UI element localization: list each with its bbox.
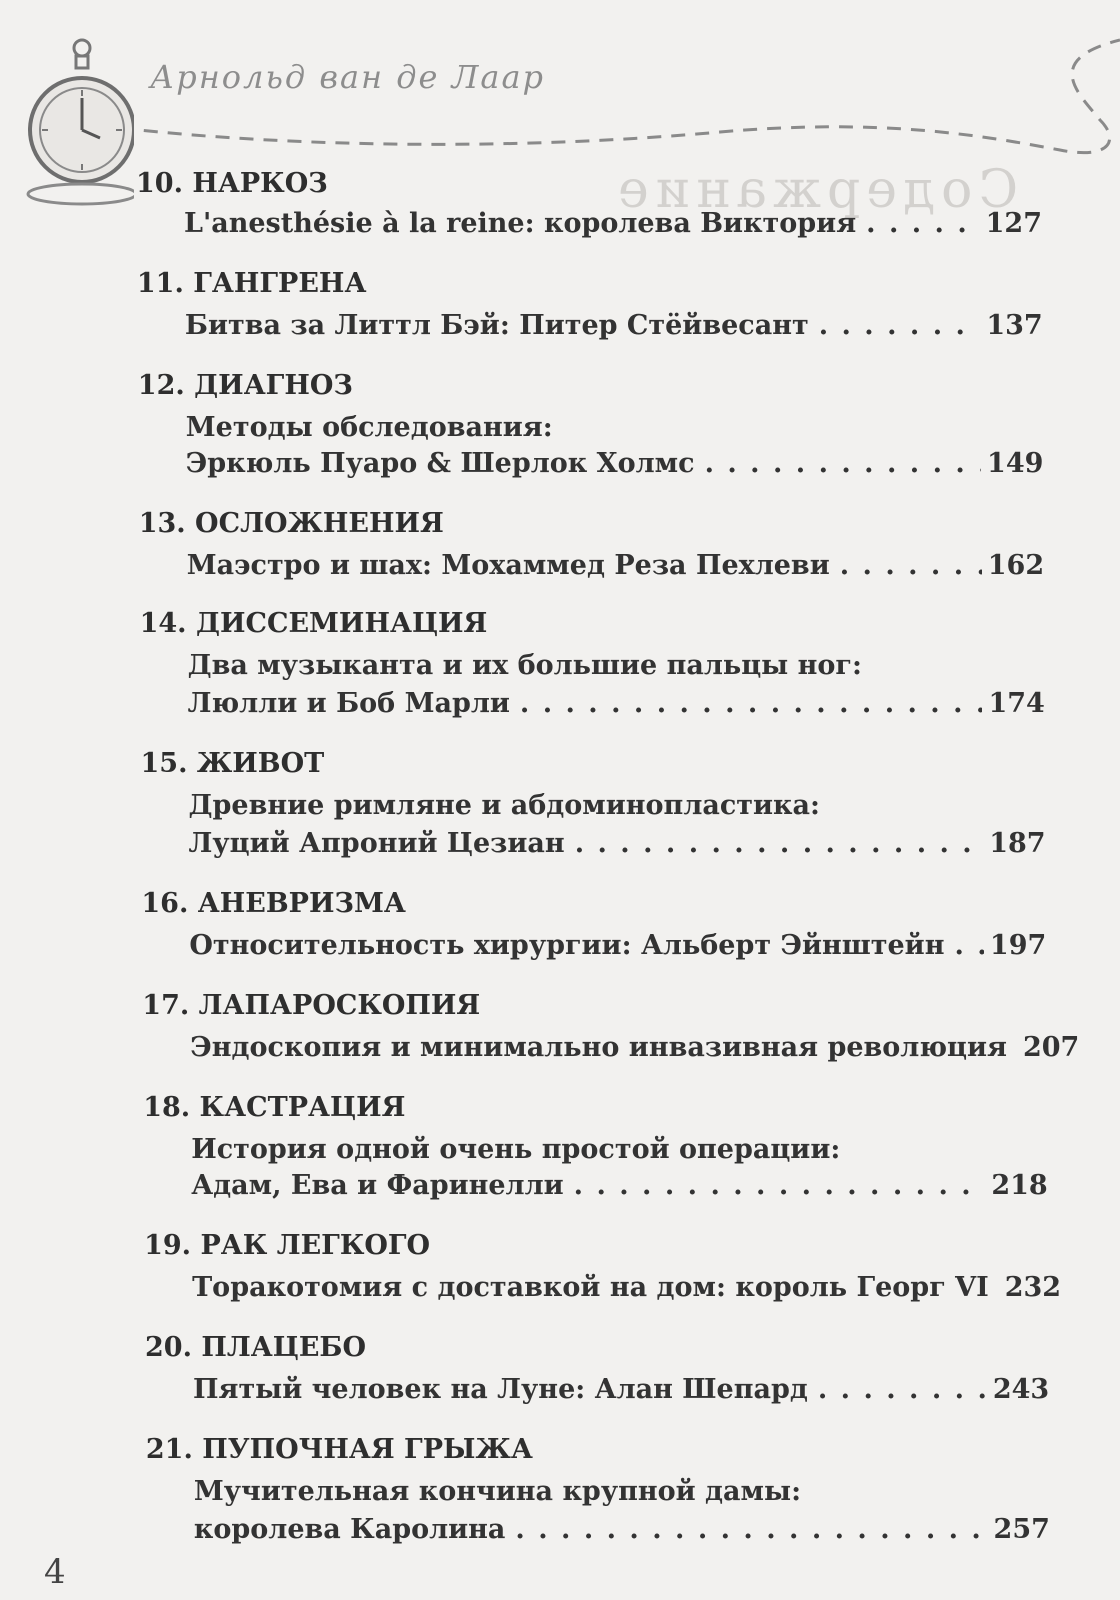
toc-entry-title: Эндоскопия и минимально инвазивная революция bbox=[190, 1032, 1007, 1063]
toc-entry-line bbox=[193, 1374, 1049, 1405]
toc-page-number: 162 bbox=[987, 550, 1045, 581]
toc-leader-dots bbox=[818, 1374, 987, 1405]
toc-entry-title: Мучительная кончина крупной дамы: bbox=[193, 1476, 802, 1507]
toc-entry-title: Древние римляне и абдоминопластика: bbox=[188, 790, 821, 821]
toc-entry-title: Торакотомия с доставкой на дом: король Георг VI bbox=[192, 1272, 989, 1303]
toc-entry-line bbox=[184, 208, 1042, 239]
toc-leader-dots bbox=[575, 828, 984, 859]
toc-page-number: 257 bbox=[993, 1514, 1050, 1545]
toc-entry-line bbox=[192, 1272, 1062, 1303]
toc-chapter-heading: 10. НАРКОЗ bbox=[136, 168, 328, 199]
toc-entry-title: Маэстро и шах: Мохаммед Реза Пехлеви bbox=[186, 550, 830, 581]
toc-chapter-heading: 16. АНЕВРИЗМА bbox=[141, 888, 406, 919]
toc-entry-line bbox=[188, 688, 1045, 719]
toc-entry-title: Адам, Ева и Фаринелли bbox=[191, 1170, 564, 1201]
pocket-watch-icon bbox=[24, 38, 134, 208]
toc-chapter-heading: 18. КАСТРАЦИЯ bbox=[143, 1092, 406, 1123]
toc-chapter-heading: 19. РАК ЛЕГКОГО bbox=[144, 1230, 431, 1261]
toc-entry-title: Относительность хирургии: Альберт Эйнштейн bbox=[189, 930, 945, 961]
show-through-title: Содержание bbox=[612, 160, 1019, 220]
toc-entry-title: Эркюль Пуаро & Шерлок Холмс bbox=[185, 448, 695, 479]
toc-leader-dots bbox=[840, 550, 982, 581]
toc-page-number: 127 bbox=[985, 208, 1042, 239]
toc-entry-title: Пятый человек на Луне: Алан Шепард bbox=[193, 1374, 808, 1405]
toc-entry-line bbox=[189, 930, 1046, 961]
toc-page-number: 197 bbox=[989, 930, 1047, 961]
toc-entry-line bbox=[187, 550, 1044, 581]
toc-entry-title: Два музыканта и их большие пальцы ног: bbox=[187, 650, 862, 681]
toc-entry-line bbox=[194, 1514, 1050, 1545]
toc-leader-dots bbox=[954, 930, 983, 961]
toc-page-number: 218 bbox=[991, 1170, 1048, 1201]
toc-chapter-heading: 20. ПЛАЦЕБО bbox=[145, 1332, 366, 1363]
toc-entry-line bbox=[190, 1032, 1080, 1063]
toc-leader-dots bbox=[705, 448, 981, 479]
toc-chapter-heading: 17. ЛАПАРОСКОПИЯ bbox=[142, 990, 481, 1021]
toc-page-number: 243 bbox=[992, 1374, 1050, 1405]
toc-chapter-heading: 12. ДИАГНОЗ bbox=[137, 370, 353, 401]
toc-leader-dots bbox=[520, 688, 983, 719]
toc-chapter-heading: 11. ГАНГРЕНА bbox=[136, 268, 367, 299]
toc-entry-line bbox=[185, 310, 1043, 341]
toc-entry-line bbox=[189, 828, 1046, 859]
toc-entry-title: История одной очень простой операции: bbox=[191, 1134, 841, 1165]
toc-leader-dots bbox=[574, 1170, 986, 1201]
toc-entry-line bbox=[191, 1170, 1048, 1201]
toc-page-number: 232 bbox=[1004, 1272, 1062, 1303]
toc-chapter-heading: 21. ПУПОЧНАЯ ГРЫЖА bbox=[145, 1434, 533, 1465]
running-header-author: Арнольд ван де Лаар bbox=[150, 58, 545, 96]
page-number: 4 bbox=[44, 1552, 66, 1592]
toc-entry-title: Методы обследования: bbox=[185, 412, 553, 443]
toc-page-number: 174 bbox=[988, 688, 1045, 719]
toc-leader-dots bbox=[819, 310, 981, 341]
toc-chapter-heading: 13. ОСЛОЖНЕНИЯ bbox=[138, 508, 444, 539]
toc-entry-title: Луций Апроний Цезиан bbox=[188, 828, 565, 859]
toc-leader-dots bbox=[515, 1514, 987, 1545]
toc-chapter-heading: 14. ДИССЕМИНАЦИЯ bbox=[139, 608, 488, 639]
toc-chapter-heading: 15. ЖИВОТ bbox=[140, 748, 325, 779]
toc-page-number: 187 bbox=[989, 828, 1046, 859]
toc-page-number: 137 bbox=[986, 310, 1043, 341]
toc-page-number: 149 bbox=[987, 448, 1044, 479]
toc-entry-title: королева Каролина bbox=[193, 1514, 506, 1545]
toc-entry-title: Битва за Литтл Бэй: Питер Стёйвесант bbox=[184, 310, 809, 341]
toc-entry-title: L'anesthésie à la reine: королева Виктория bbox=[184, 208, 857, 239]
toc-entry-title: Люлли и Боб Марли bbox=[187, 688, 510, 719]
toc-page-number: 207 bbox=[1022, 1032, 1080, 1063]
toc-entry-line bbox=[186, 448, 1044, 479]
toc-leader-dots bbox=[866, 208, 979, 239]
